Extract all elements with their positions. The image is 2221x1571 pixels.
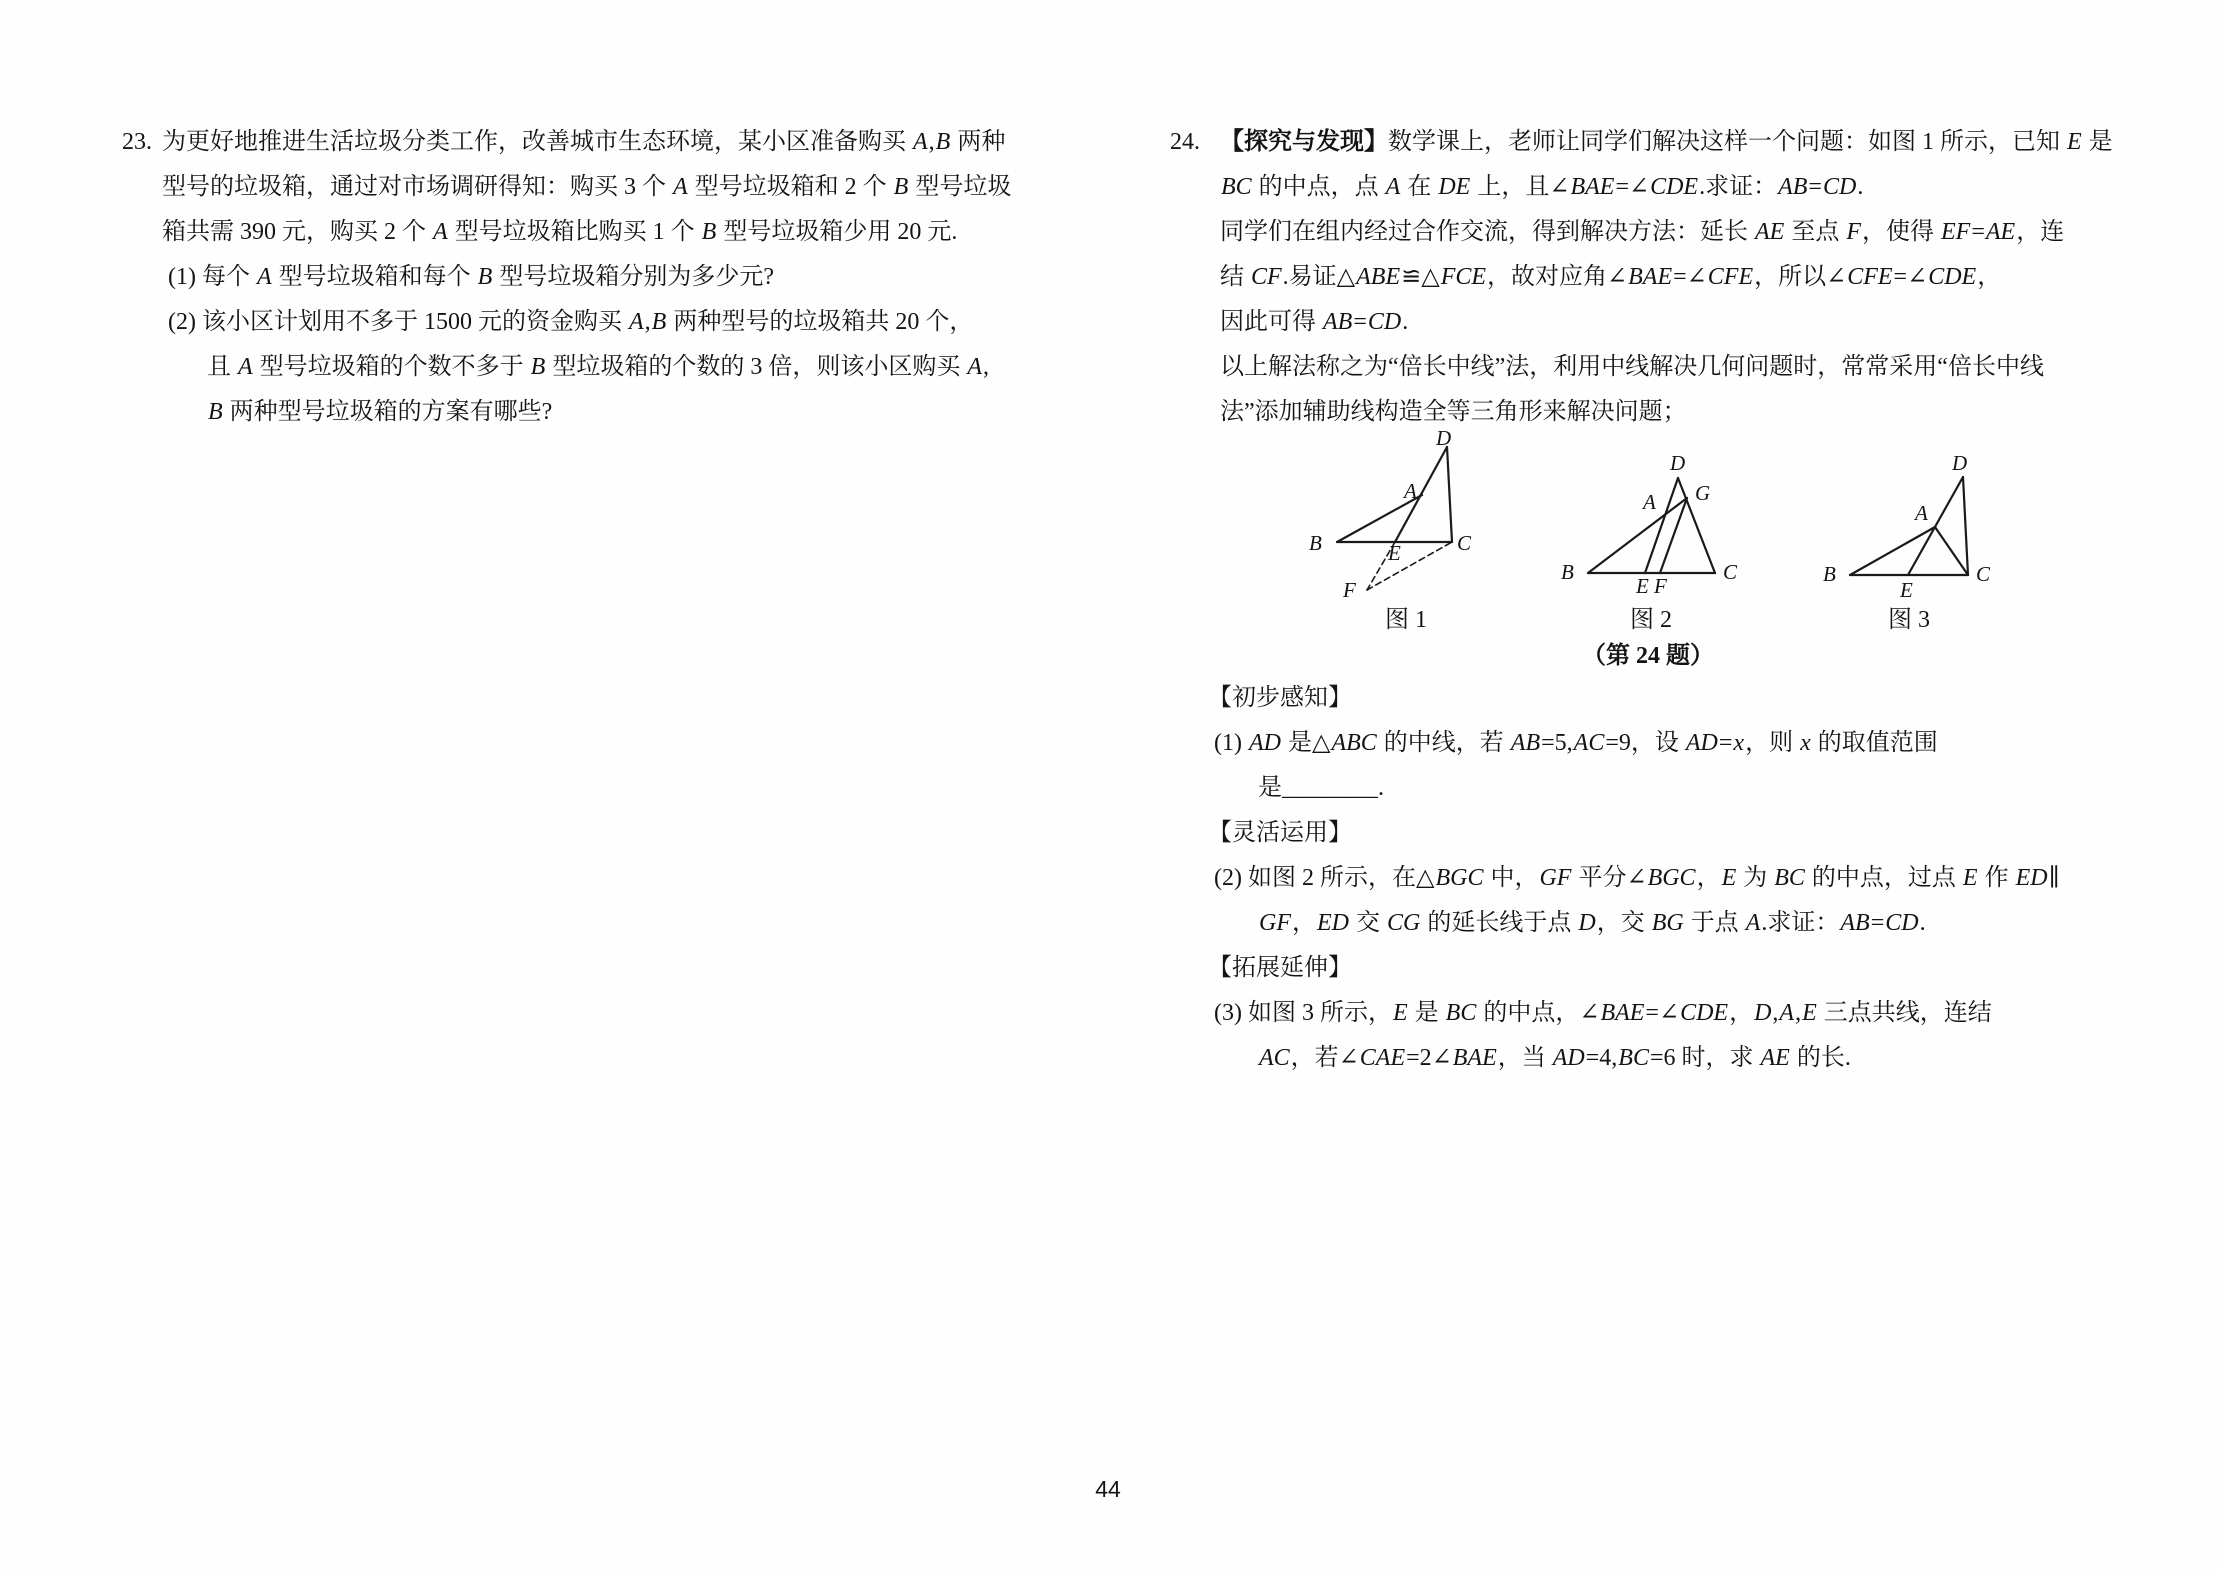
p24-q1: (1) AD 是△ABC 的中线，若 AB=5,AC=9，设 AD=x，则 x 的取值范围 — [1214, 730, 1938, 756]
problem-24-number: 24. — [1170, 129, 1200, 155]
vertex-label-A: A — [1915, 501, 1928, 525]
p23-line-3: 箱共需 390 元，购买 2 个 A 型号垃圾箱比购买 1 个 B 型号垃圾箱少用 20 元. — [162, 219, 958, 245]
vertex-label-E: E — [1636, 574, 1649, 598]
vertex-label-B: B — [1309, 531, 1322, 555]
p24-q1-blank: 是________. — [1258, 775, 1384, 801]
vertex-label-F: F — [1654, 574, 1667, 598]
section-header-3: 【拓展延伸】 — [1208, 955, 1352, 981]
vertex-label-B: B — [1561, 560, 1574, 584]
vertex-label-A: A — [1643, 490, 1656, 514]
vertex-label-A: A — [1404, 479, 1417, 503]
vertex-label-F: F — [1343, 578, 1356, 602]
p24-line-1 — [1170, 120, 2113, 165]
p24-line-3: 同学们在组内经过合作交流，得到解决方法：延长 AE 至点 F，使得 EF=AE，连 — [1220, 219, 2065, 245]
vertex-label-B: B — [1823, 562, 1836, 586]
p23-question-1: (1) 每个 A 型号垃圾箱和每个 B 型号垃圾箱分别为多少元? — [168, 264, 774, 290]
vertex-label-E: E — [1900, 578, 1913, 602]
vertex-label-C: C — [1723, 560, 1738, 584]
figure-3-label: 图 3 — [1888, 607, 1930, 633]
p24-q2: (2) 如图 2 所示，在△BGC 中，GF 平分∠BGC，E 为 BC 的中点，过点 E 作 ED∥ — [1214, 865, 2060, 891]
vertex-label-C: C — [1976, 562, 1991, 586]
p24-line-6: 以上解法称之为“倍长中线”法，利用中线解决几何问题时，常常采用“倍长中线 — [1220, 354, 2044, 380]
figure-1-triangle — [1305, 426, 1472, 602]
p24-q3: (3) 如图 3 所示，E 是 BC 的中点，∠BAE=∠CDE，D,A,E 三点共线，连结 — [1214, 1000, 1992, 1026]
problem-23 — [122, 120, 1082, 435]
p24-line-2: BC 的中点，点 A 在 DE 上，且∠BAE=∠CDE.求证：AB=CD. — [1221, 174, 1864, 200]
vertex-label-E: E — [1388, 541, 1401, 565]
problem-24-intro — [1170, 120, 2113, 435]
p24-line-4: 结 CF.易证△ABE≌△FCE，故对应角∠BAE=∠CFE，所以∠CFE=∠CDE， — [1220, 264, 2002, 290]
p24-q2-cont: GF，ED 交 CG 的延长线于点 D，交 BG 于点 A.求证：AB=CD. — [1259, 910, 1926, 936]
vertex-label-D: D — [1436, 426, 1452, 450]
vertex-label-D: D — [1670, 451, 1686, 475]
explore-discover-tag: 【探究与发现】 — [1220, 129, 1388, 155]
p23-line-1: 为更好地推进生活垃圾分类工作，改善城市生态环境，某小区准备购买 A,B 两种 — [162, 129, 1006, 155]
p24-line-7: 法”添加辅助线构造全等三角形来解决问题； — [1220, 399, 1687, 425]
vertex-label-G: G — [1695, 481, 1711, 505]
p23-question-2-cont: 且 A 型号垃圾箱的个数不多于 B 型垃圾箱的个数的 3 倍，则该小区购买 A, — [207, 354, 990, 380]
section-header-1: 【初步感知】 — [1208, 685, 1352, 711]
p24-line-1-text: 数学课上，老师让同学们解决这样一个问题：如图 1 所示，已知 E 是 — [1388, 129, 2113, 155]
section-header-2: 【灵活运用】 — [1208, 820, 1352, 846]
p24-q3-cont: AC，若∠CAE=2∠BAE，当 AD=4,BC=6 时，求 AE 的长. — [1259, 1045, 1851, 1071]
figure-2-triangle — [1555, 450, 1740, 600]
problem-24-sections — [1170, 676, 2105, 1081]
page-number: 44 — [1095, 1476, 1121, 1502]
figure-2-label: 图 2 — [1630, 607, 1672, 633]
problem-23-number: 23. — [122, 129, 152, 155]
vertex-label-D: D — [1952, 451, 1968, 475]
p23-question-2: (2) 该小区计划用不多于 1500 元的资金购买 A,B 两种型号的垃圾箱共 20 个， — [168, 309, 974, 335]
p23-line-2: 型号的垃圾箱，通过对市场调研得知：购买 3 个 A 型号垃圾箱和 2 个 B 型号垃圾 — [162, 174, 1012, 200]
vertex-label-C: C — [1457, 531, 1472, 555]
p24-line-5: 因此可得 AB=CD. — [1220, 309, 1409, 335]
figures-caption: （第 24 题） — [1582, 643, 1714, 669]
figure-3-triangle — [1815, 450, 2000, 605]
figure-1-label: 图 1 — [1385, 607, 1427, 633]
p23-question-2-cont2: B 两种型号垃圾箱的方案有哪些? — [208, 399, 553, 425]
